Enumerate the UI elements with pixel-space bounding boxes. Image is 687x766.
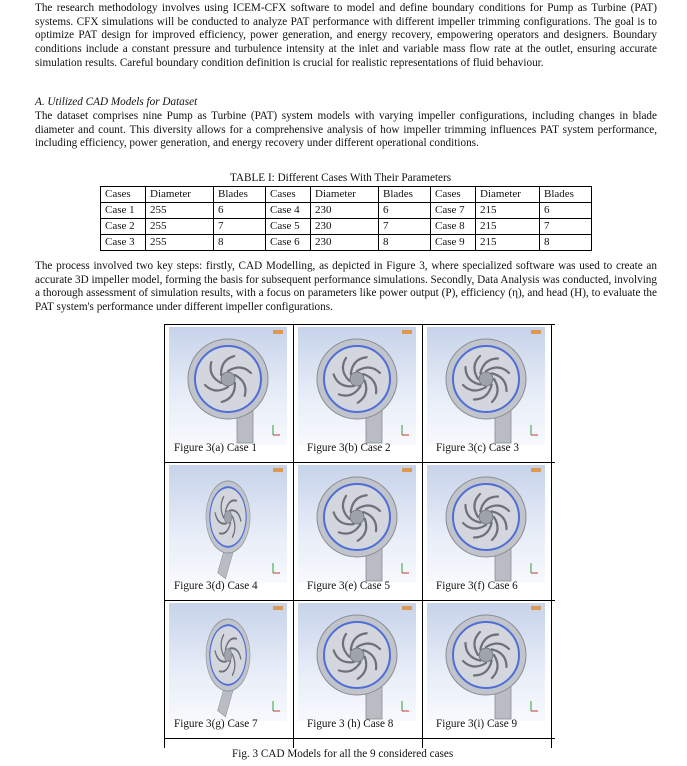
- cad-model-image: [427, 603, 545, 721]
- table-cell: 255: [146, 219, 214, 235]
- figure-grid-line: [551, 324, 552, 748]
- impeller-hub: [221, 372, 235, 386]
- table-cell: Case 4: [266, 203, 311, 219]
- impeller-hub: [479, 372, 493, 386]
- table-cell: 6: [214, 203, 266, 219]
- cad-model-image: [427, 465, 545, 583]
- axis-triad-icon: [273, 425, 280, 435]
- table-row: [101, 235, 592, 251]
- impeller-render: [169, 465, 287, 583]
- table-cell: Case 3: [101, 235, 146, 251]
- cad-model-image: [427, 327, 545, 445]
- impeller-render: [169, 603, 287, 721]
- impeller-hub: [479, 510, 493, 524]
- subfigure-caption: Figure 3(d) Case 4: [174, 580, 258, 592]
- subfigure-caption: Figure 3(b) Case 2: [307, 442, 391, 454]
- subfigure-caption: Figure 3(i) Case 9: [436, 718, 518, 730]
- table-row: [101, 219, 592, 235]
- table-cell: 8: [379, 235, 431, 251]
- figure-grid: [164, 324, 555, 749]
- table-cell: 255: [146, 235, 214, 251]
- software-logo-icon: [531, 330, 541, 334]
- table-cell: 8: [214, 235, 266, 251]
- table-cell: Case 1: [101, 203, 146, 219]
- intro-paragraph: The research methodology involves using ICEM-CFX software to model and define boundary conditions for Pump as Turbine (PAT) systems. CFX simulations will be conducted to analyze PAT performance with different impeller trimming configurations. The goal is to optimize PAT design for improved efficiency, power generation, and energy recovery, empowering operators and designers. Boundary conditions include a constant pressure and turbulence intensity at the inlet and variable mass flow rate at the outlet, ensuring accurate simulation results. Careful boundary condition definition is crucial for realistic representations of fluid behaviour.: [35, 2, 657, 69]
- table-cell: 7: [214, 219, 266, 235]
- table-header-cell: Cases: [431, 187, 476, 203]
- subfigure-caption: Figure 3(a) Case 1: [174, 442, 257, 454]
- software-logo-icon: [273, 606, 283, 610]
- table-header-cell: Diameter: [476, 187, 540, 203]
- table-header-row: [101, 187, 592, 203]
- cad-model-image: [298, 327, 416, 445]
- impeller-render: [298, 603, 416, 721]
- table-cell: 230: [311, 235, 379, 251]
- cad-model-image: [169, 327, 287, 445]
- impeller-hub: [479, 648, 493, 662]
- table-cell: 7: [540, 219, 592, 235]
- table-cell: 230: [311, 219, 379, 235]
- figure-grid-line: [164, 738, 555, 739]
- table-cell: 255: [146, 203, 214, 219]
- software-logo-icon: [273, 468, 283, 472]
- impeller-hub: [350, 510, 364, 524]
- dataset-paragraph: The dataset comprises nine Pump as Turbine (PAT) system models with varying impeller configurations, including changes in blade diameter and count. This diversity allows for a comprehensive analysis of how impeller trimming influences PAT system performance, including efficiency, power generation, and energy recovery under different operational conditions.: [35, 110, 657, 150]
- software-logo-icon: [531, 468, 541, 472]
- axis-triad-icon: [402, 425, 409, 435]
- table-cell: Case 5: [266, 219, 311, 235]
- software-logo-icon: [402, 606, 412, 610]
- axis-triad-icon: [531, 425, 538, 435]
- figure-grid-line: [164, 462, 555, 463]
- figure-grid-line: [293, 324, 294, 748]
- table-cell: 7: [379, 219, 431, 235]
- table-cell: Case 7: [431, 203, 476, 219]
- figure-grid-line: [164, 324, 555, 325]
- subfigure-caption: Figure 3(g) Case 7: [174, 718, 258, 730]
- table-header-cell: Blades: [214, 187, 266, 203]
- table-row: [101, 203, 592, 219]
- table-header-cell: Cases: [101, 187, 146, 203]
- table-cell: Case 9: [431, 235, 476, 251]
- axis-triad-icon: [273, 701, 280, 711]
- subfigure-caption: Figure 3 (h) Case 8: [307, 718, 394, 730]
- cad-model-image: [298, 603, 416, 721]
- impeller-render: [298, 465, 416, 583]
- axis-triad-icon: [531, 563, 538, 573]
- table-header-cell: Cases: [266, 187, 311, 203]
- impeller-render: [427, 603, 545, 721]
- figure-3-caption: Fig. 3 CAD Models for all the 9 considered cases: [232, 748, 454, 760]
- table-cell: 8: [540, 235, 592, 251]
- axis-triad-icon: [531, 701, 538, 711]
- figure-grid-line: [422, 324, 423, 748]
- axis-triad-icon: [402, 701, 409, 711]
- table-cell: 215: [476, 203, 540, 219]
- table-cell: 6: [540, 203, 592, 219]
- cad-model-image: [169, 603, 287, 721]
- table-header-cell: Blades: [540, 187, 592, 203]
- table-cell: 215: [476, 235, 540, 251]
- figure-grid-line: [164, 324, 165, 748]
- subfigure-caption: Figure 3(c) Case 3: [436, 442, 519, 454]
- impeller-hub: [350, 648, 364, 662]
- axis-triad-icon: [402, 563, 409, 573]
- cad-model-image: [169, 465, 287, 583]
- impeller-render: [427, 327, 545, 445]
- table-header-cell: Diameter: [311, 187, 379, 203]
- axis-triad-icon: [273, 563, 280, 573]
- table-header-cell: Blades: [379, 187, 431, 203]
- impeller-render: [169, 327, 287, 445]
- table-cell: 6: [379, 203, 431, 219]
- impeller-render: [427, 465, 545, 583]
- table-cell: Case 2: [101, 219, 146, 235]
- table-cell: 215: [476, 219, 540, 235]
- software-logo-icon: [402, 330, 412, 334]
- table-cell: Case 8: [431, 219, 476, 235]
- figure-grid-line: [164, 600, 555, 601]
- impeller-render: [298, 327, 416, 445]
- table-title: TABLE I: Different Cases With Their Parameters: [230, 172, 452, 184]
- cases-table: [100, 186, 592, 251]
- cad-model-image: [298, 465, 416, 583]
- table-cell: 230: [311, 203, 379, 219]
- subfigure-caption: Figure 3(f) Case 6: [436, 580, 518, 592]
- software-logo-icon: [531, 606, 541, 610]
- section-heading: A. Utilized CAD Models for Dataset: [35, 96, 198, 108]
- table-cell: Case 6: [266, 235, 311, 251]
- impeller-hub: [350, 372, 364, 386]
- table-header-cell: Diameter: [146, 187, 214, 203]
- subfigure-caption: Figure 3(e) Case 5: [307, 580, 390, 592]
- software-logo-icon: [402, 468, 412, 472]
- software-logo-icon: [273, 330, 283, 334]
- process-paragraph: The process involved two key steps: firstly, CAD Modelling, as depicted in Figure 3, where specialized software was used to create an accurate 3D impeller model, forming the basis for subsequent performance simulations. Secondly, Data Analysis was conducted, involving a thorough assessment of simulation results, with a focus on parameters like power output (P), efficiency (η), and head (H), to evaluate the PAT system's performance under different impeller configurations.: [35, 260, 657, 314]
